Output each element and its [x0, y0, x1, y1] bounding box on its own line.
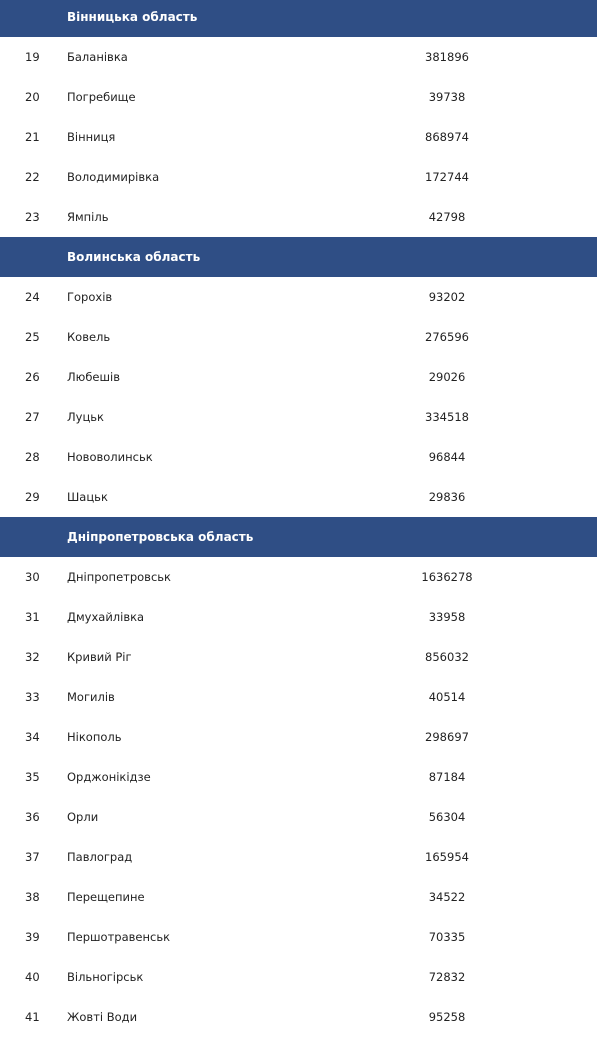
city-value: 87184: [428, 770, 466, 784]
row-number: 31: [25, 610, 40, 624]
row-number: 30: [25, 570, 40, 584]
region-header: [0, 0, 597, 37]
table-row: [0, 717, 600, 757]
city-value: 70335: [428, 930, 466, 944]
row-number: 39: [25, 930, 40, 944]
table-row: [0, 117, 600, 157]
city-name: Перещепине: [67, 890, 145, 904]
table-row: [0, 917, 600, 957]
city-value: 33958: [428, 610, 466, 624]
city-value: 56304: [428, 810, 466, 824]
table-row: [0, 877, 600, 917]
table-row: [0, 677, 600, 717]
row-number: 20: [25, 90, 40, 104]
city-name: Ковель: [67, 330, 111, 344]
table-row: [0, 357, 600, 397]
city-name: Погребище: [67, 90, 136, 104]
row-number: 32: [25, 650, 40, 664]
table-row: [0, 797, 600, 837]
table-row: [0, 637, 600, 677]
row-number: 27: [25, 410, 40, 424]
city-name: Нікополь: [67, 730, 122, 744]
table-row: [0, 197, 600, 237]
city-name: Кривий Ріг: [67, 650, 132, 664]
table-row: [0, 37, 600, 77]
city-value: 29836: [428, 490, 466, 504]
table-row: [0, 397, 600, 437]
city-value: 334518: [425, 410, 469, 424]
table-row: [0, 597, 600, 637]
table-row: [0, 557, 600, 597]
city-value: 29026: [428, 370, 466, 384]
city-name: Ямпіль: [67, 210, 109, 224]
row-number: 33: [25, 690, 40, 704]
row-number: 23: [25, 210, 40, 224]
row-number: 28: [25, 450, 40, 464]
city-name: Вінниця: [67, 130, 116, 144]
city-value: 868974: [425, 130, 469, 144]
city-value: 276596: [425, 330, 469, 344]
city-value: 34522: [428, 890, 466, 904]
city-name: Орли: [67, 810, 99, 824]
city-name: Луцьк: [67, 410, 105, 424]
row-number: 37: [25, 850, 40, 864]
table-row: [0, 957, 600, 997]
row-number: 41: [25, 1010, 40, 1024]
city-name: Любешів: [67, 370, 120, 384]
table-row: [0, 157, 600, 197]
table-row: [0, 837, 600, 877]
row-number: 25: [25, 330, 40, 344]
city-name: Нововолинськ: [67, 450, 153, 464]
row-number: 19: [25, 50, 40, 64]
region-name: Волинська область: [67, 250, 201, 264]
region-name: Дніпропетровська область: [67, 530, 254, 544]
row-number: 29: [25, 490, 40, 504]
row-number: 26: [25, 370, 40, 384]
table-row: [0, 477, 600, 517]
city-name: Могилів: [67, 690, 115, 704]
city-value: 298697: [425, 730, 469, 744]
row-number: 38: [25, 890, 40, 904]
city-name: Шацьк: [67, 490, 108, 504]
row-number: 40: [25, 970, 40, 984]
region-name: Вінницька область: [67, 10, 198, 24]
row-number: 21: [25, 130, 40, 144]
row-number: 36: [25, 810, 40, 824]
city-value: 40514: [428, 690, 466, 704]
city-name: Вільногірськ: [67, 970, 144, 984]
row-number: 35: [25, 770, 40, 784]
table-row: [0, 757, 600, 797]
city-name: Горохів: [67, 290, 113, 304]
row-number: 22: [25, 170, 40, 184]
city-name: Жовті Води: [67, 1010, 138, 1024]
table-row: [0, 997, 600, 1037]
city-value: 39738: [428, 90, 466, 104]
city-value: 95258: [428, 1010, 466, 1024]
table-row: [0, 277, 600, 317]
city-name: Дмухайлівка: [67, 610, 145, 624]
city-value: 1636278: [421, 570, 473, 584]
city-name: Дніпропетровськ: [67, 570, 172, 584]
table-row: [0, 317, 600, 357]
row-number: 24: [25, 290, 40, 304]
city-value: 72832: [428, 970, 466, 984]
city-name: Баланівка: [67, 50, 128, 64]
table-row: [0, 437, 600, 477]
table-row: [0, 77, 600, 117]
region-header: [0, 237, 597, 277]
row-number: 34: [25, 730, 40, 744]
city-value: 381896: [425, 50, 469, 64]
city-name: Павлоград: [67, 850, 133, 864]
city-value: 165954: [425, 850, 469, 864]
city-value: 42798: [428, 210, 466, 224]
city-value: 172744: [425, 170, 469, 184]
city-name: Першотравенськ: [67, 930, 171, 944]
city-value: 856032: [425, 650, 469, 664]
region-header: [0, 517, 597, 557]
city-value: 96844: [428, 450, 466, 464]
city-name: Володимирівка: [67, 170, 160, 184]
city-name: Орджонікідзе: [67, 770, 151, 784]
city-value: 93202: [428, 290, 466, 304]
